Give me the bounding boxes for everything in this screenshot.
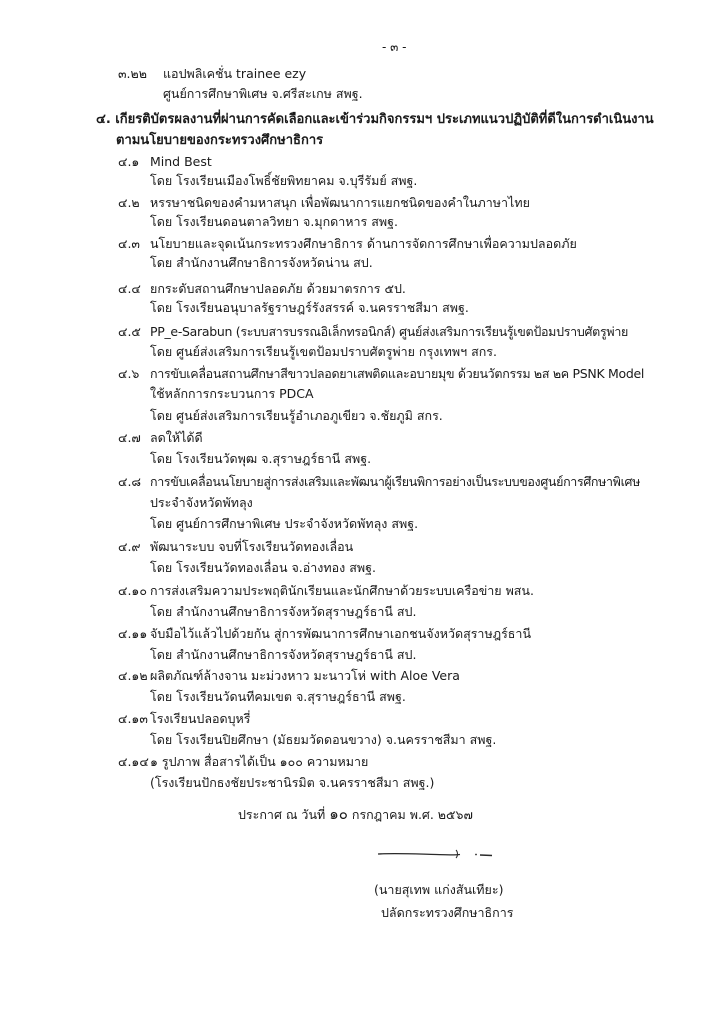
item-number: ๔.๕ — [118, 324, 141, 339]
item-title-cont: ใช้หลักการกระบวนการ PDCA — [150, 386, 314, 401]
item-owner: โดย โรงเรียนวัดพุฒ จ.สุราษฎร์ธานี สพฐ. — [150, 451, 372, 466]
item-title: การส่งเสริมความประพฤตินักเรียนและนักศึกษาด้วยระบบเครือข่าย พสน. — [150, 583, 534, 598]
item-title: จับมือไว้แล้วไปด้วยกัน สู่การพัฒนาการศึกษาเอกชนจังหวัดสุราษฎร์ธานี — [150, 626, 531, 641]
item-number: ๓.๒๒ — [118, 66, 147, 81]
item-owner: โดย โรงเรียนวัดนทีคมเขต จ.สุราษฎร์ธานี สพฐ. — [150, 689, 406, 704]
item-title: การขับเคลื่อนสถานศึกษาสีขาวปลอดยาเสพติดและอบายมุข ด้วยนวัตกรรม ๒ส ๒ค PSNK Model — [150, 366, 645, 381]
item-number: ๔.๑ — [118, 154, 140, 169]
item-title: นโยบายและจุดเน้นกระทรวงศึกษาธิการ ด้านการจัดการศึกษาเพื่อความปลอดภัย — [150, 236, 577, 251]
item-title: ลดให้ได้ดี — [150, 430, 203, 445]
item-number: ๔.๑๒ — [118, 668, 148, 683]
announcement-date — [238, 806, 473, 823]
item-owner: โดย โรงเรียนวัดทองเลื่อน จ.อ่างทอง สพฐ. — [150, 560, 376, 575]
signer-title: ปลัดกระทรวงศึกษาธิการ — [381, 905, 514, 920]
item-title: การขับเคลื่อนนโยบายสู่การส่งเสริมและพัฒนาผู้เรียนพิการอย่างเป็นระบบของศูนย์การศึกษาพิเศษ — [150, 474, 640, 489]
item-title-cont: ประจำจังหวัดพัทลุง — [150, 495, 253, 510]
item-owner: โดย ศูนย์ส่งเสริมการเรียนรู้เขตป้อมปราบศัตรูพ่าย กรุงเทพฯ สกร. — [150, 344, 497, 359]
item-number: ๔.๒ — [118, 195, 140, 210]
signer-name: (นายสุเทพ แก่งสันเทียะ) — [374, 882, 504, 897]
item-title: ยกระดับสถานศึกษาปลอดภัย ด้วยมาตรการ ๕ป. — [150, 281, 406, 296]
item-owner: โดย ศูนย์การศึกษาพิเศษ ประจำจังหวัดพัทลุง สพฐ. — [150, 516, 419, 531]
item-number: ๔.๖ — [118, 366, 140, 381]
item-title: หรรษาชนิดของคำมหาสนุก เพื่อพัฒนาการแยกชนิดของคำในภาษาไทย — [150, 195, 530, 210]
item-owner: โดย สำนักงานศึกษาธิการจังหวัดน่าน สป. — [150, 255, 373, 270]
signature-mark — [376, 846, 496, 866]
page-number: - ๓ - — [382, 40, 407, 54]
item-owner: (โรงเรียนปักธงชัยประชานิรมิต จ.นครราชสีมา สพฐ.) — [150, 775, 435, 790]
section-heading: ๔. เกียรติบัตรผลงานที่ผ่านการคัดเลือกและเข้าร่วมกิจกรรมฯ ประเภทแนวปฏิบัติที่ดีในการดำเนินงาน — [96, 112, 654, 127]
item-title: พัฒนาระบบ จบที่โรงเรียนวัดทองเลื่อน — [150, 539, 354, 554]
item-number: ๔.๙ — [118, 539, 141, 554]
item-owner: โดย สำนักงานศึกษาธิการจังหวัดสุราษฎร์ธานี สป. — [150, 604, 417, 619]
item-number: ๔.๓ — [118, 236, 140, 251]
item-number: ๔.๑๓ — [118, 711, 148, 726]
item-title: โรงเรียนปลอดบุหรี่ — [150, 711, 251, 726]
item-owner: โดย ศูนย์ส่งเสริมการเรียนรู้อำเภอภูเขียว จ.ชัยภูมิ สกร. — [150, 408, 443, 423]
item-owner: ศูนย์การศึกษาพิเศษ จ.ศรีสะเกษ สพฐ. — [163, 86, 363, 101]
item-title: Mind Best — [150, 154, 212, 169]
item-number: ๔.๑๑ — [118, 626, 148, 641]
announce-day: ๑๐ — [329, 805, 348, 823]
section-heading-cont: ตามนโยบายของกระทรวงศึกษาธิการ — [116, 133, 324, 148]
announce-month-year: กรกฎาคม พ.ศ. ๒๕๖๗ — [347, 807, 473, 822]
item-owner: โดย โรงเรียนเมืองโพธิ์ชัยพิทยาคม จ.บุรีรัมย์ สพฐ. — [150, 173, 418, 188]
item-title: ๑ รูปภาพ สื่อสารได้เป็น ๑๐๐ ความหมาย — [150, 754, 369, 769]
item-number: ๔.๔ — [118, 281, 141, 296]
item-owner: โดย สำนักงานศึกษาธิการจังหวัดสุราษฎร์ธานี สป. — [150, 647, 417, 662]
item-number: ๔.๘ — [118, 474, 142, 489]
announce-prefix: ประกาศ ณ วันที่ — [238, 807, 330, 822]
item-title: แอปพลิเคชั่น trainee ezy — [163, 66, 307, 81]
item-number: ๔.๑๔ — [118, 754, 149, 769]
item-title: ผลิตภัณฑ์ล้างจาน มะม่วงหาว มะนาวโห่ with Aloe Vera — [150, 668, 460, 683]
item-owner: โดย โรงเรียนอนุบาลรัฐราษฎร์รังสรรค์ จ.นครราชสีมา สพฐ. — [150, 300, 469, 315]
item-owner: โดย โรงเรียนดอนตาลวิทยา จ.มุกดาหาร สพฐ. — [150, 214, 398, 229]
item-number: ๔.๑๐ — [118, 583, 147, 598]
item-number: ๔.๗ — [118, 430, 141, 445]
item-title: PP_e-Sarabun (ระบบสารบรรณอิเล็กทรอนิกส์) ศูนย์ส่งเสริมการเรียนรู้เขตป้อมปราบศัตรูพ่าย — [150, 324, 629, 339]
item-owner: โดย โรงเรียนปิยศึกษา (มัธยมวัดดอนขวาง) จ.นครราชสีมา สพฐ. — [150, 732, 497, 747]
